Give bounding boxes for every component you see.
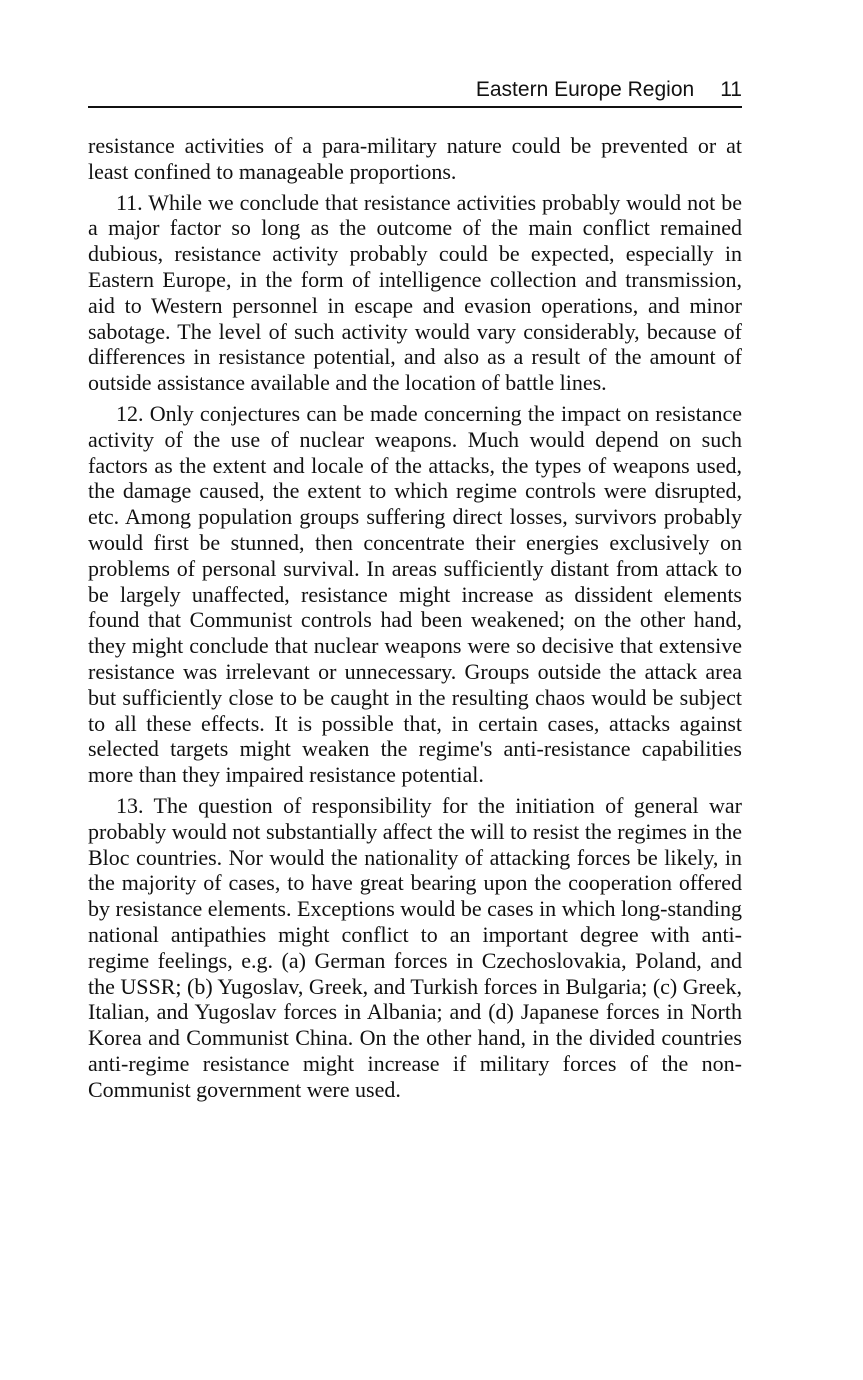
paragraph-13: 13. The question of responsibility for the initiation of general war probably would not substantially affect the will to resist the regimes in the Bloc countries. Nor would the nationality of attacking forces be likely, in the majority of cases, to have great bearing upon the cooperation offered by resistance elements. Exceptions would be cases in which long-standing national antipathies might conflict to an important degree with anti-regime feelings, e.g. (a) German forces in Czechoslovakia, Poland, and the USSR; (b) Yugoslav, Greek, and Turkish forces in Bulgaria; (c) Greek, Italian, and Yugoslav forces in Albania; and (d) Japanese forces in North Korea and Communist China. On the other hand, in the divided countries anti-regime resistance might increase if military forces of the non-Communist government were used.	[88, 792, 742, 1102]
page-number: 11	[720, 78, 742, 101]
paragraph-11: 11. While we conclude that resistance activities probably would not be a major factor so long as the outcome of the main conflict remained dubious, resistance activity probably could be expected, especially in Eastern Europe, in the form of intelligence collection and transmission, aid to Western personnel in escape and evasion operations, and minor sabotage. The level of such activity would vary considerably, because of differences in resistance potential, and also as a result of the amount of outside assistance available and the location of battle lines.	[88, 189, 742, 396]
body-text	[88, 133, 742, 1107]
paragraph-12: 12. Only conjectures can be made concerning the impact on resistance activity of the use of nuclear weapons. Much would depend on such factors as the extent and locale of the attacks, the types of weapons used, the damage caused, the extent to which regime controls were disrupted, etc. Among population groups suffering direct losses, survivors probably would first be stunned, then concentrate their energies exclusively on problems of personal survival. In areas sufficiently distant from attack to be largely unaffected, resistance might increase as dissident elements found that Communist controls had been weakened; on the other hand, they might conclude that nuclear weapons were so decisive that extensive resistance was irrelevant or unnecessary. Groups outside the attack area but sufficiently close to be caught in the resulting chaos would be subject to all these effects. It is possible that, in certain cases, attacks against selected targets might weaken the regime's anti-resistance capabilities more than they impaired resistance potential.	[88, 400, 742, 788]
section-title: Eastern Europe Region	[475, 78, 695, 101]
paragraph-continuation: resistance activities of a para-military nature could be prevented or at least confined to manageable proportions.	[88, 133, 742, 184]
running-header	[88, 78, 742, 108]
